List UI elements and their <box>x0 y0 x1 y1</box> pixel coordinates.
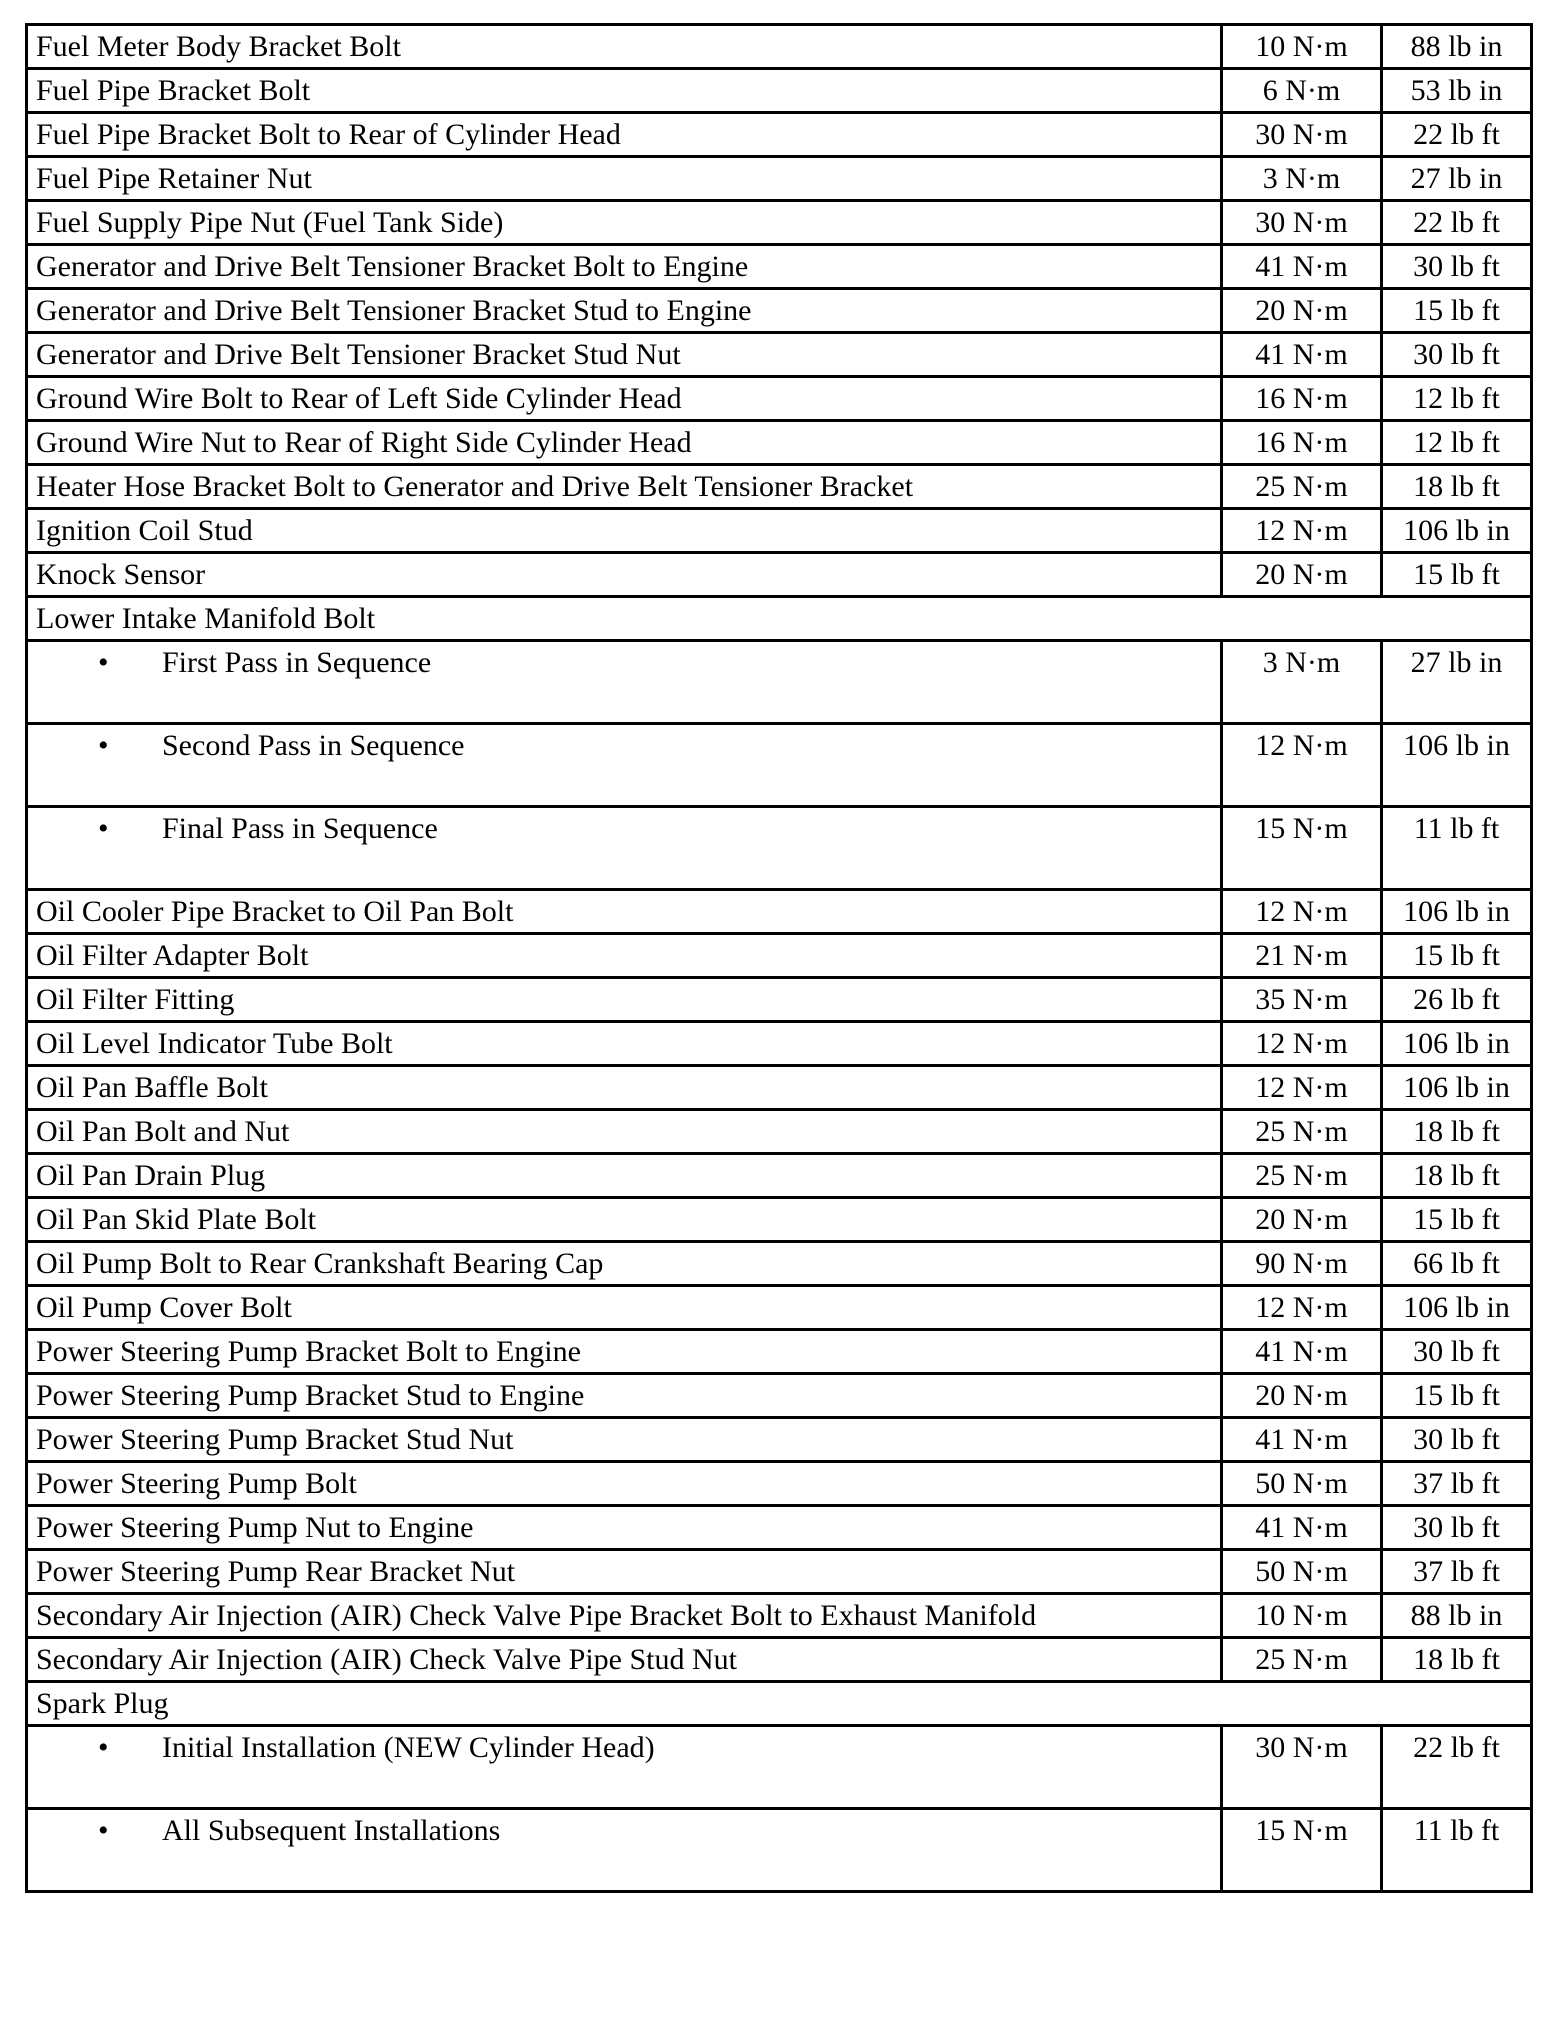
fastener-description: Oil Cooler Pipe Bracket to Oil Pan Bolt <box>27 890 1222 934</box>
fastener-description: Power Steering Pump Bracket Bolt to Engine <box>27 1330 1222 1374</box>
metric-torque: 6 N·m <box>1222 69 1382 113</box>
fastener-description: Generator and Drive Belt Tensioner Bracket Bolt to Engine <box>27 245 1222 289</box>
metric-torque: 3 N·m <box>1222 641 1382 724</box>
english-torque: 11 lb ft <box>1382 1809 1532 1892</box>
english-torque: 30 lb ft <box>1382 333 1532 377</box>
table-row <box>27 890 1532 934</box>
table-row <box>27 1110 1532 1154</box>
metric-torque: 25 N·m <box>1222 1154 1382 1198</box>
metric-torque: 30 N·m <box>1222 113 1382 157</box>
english-torque: 12 lb ft <box>1382 377 1532 421</box>
table-row <box>27 1286 1532 1330</box>
english-torque: 106 lb in <box>1382 509 1532 553</box>
english-torque: 30 lb ft <box>1382 1330 1532 1374</box>
metric-torque: 12 N·m <box>1222 1066 1382 1110</box>
english-torque: 15 lb ft <box>1382 289 1532 333</box>
table-row <box>27 245 1532 289</box>
metric-torque: 41 N·m <box>1222 1330 1382 1374</box>
fastener-description: Oil Pan Baffle Bolt <box>27 1066 1222 1110</box>
table-row <box>27 934 1532 978</box>
metric-torque: 41 N·m <box>1222 1506 1382 1550</box>
metric-torque: 25 N·m <box>1222 465 1382 509</box>
metric-torque: 20 N·m <box>1222 553 1382 597</box>
table-row <box>27 1154 1532 1198</box>
fastener-description: Oil Pan Bolt and Nut <box>27 1110 1222 1154</box>
fastener-description <box>27 1726 1222 1809</box>
metric-torque: 12 N·m <box>1222 1286 1382 1330</box>
metric-torque: 20 N·m <box>1222 1198 1382 1242</box>
metric-torque: 41 N·m <box>1222 333 1382 377</box>
english-torque: 22 lb ft <box>1382 1726 1532 1809</box>
metric-torque: 12 N·m <box>1222 509 1382 553</box>
table-row <box>27 1374 1532 1418</box>
english-torque: 106 lb in <box>1382 1286 1532 1330</box>
metric-torque: 12 N·m <box>1222 724 1382 807</box>
table-group-row <box>27 597 1532 641</box>
english-torque: 15 lb ft <box>1382 1198 1532 1242</box>
metric-torque: 20 N·m <box>1222 289 1382 333</box>
fastener-description: Oil Pan Skid Plate Bolt <box>27 1198 1222 1242</box>
fastener-description: Ground Wire Bolt to Rear of Left Side Cylinder Head <box>27 377 1222 421</box>
bullet-icon: • <box>98 1814 109 1847</box>
fastener-description: Secondary Air Injection (AIR) Check Valve Pipe Bracket Bolt to Exhaust Manifold <box>27 1594 1222 1638</box>
sub-step-label: Final Pass in Sequence <box>162 812 438 845</box>
table-row <box>27 1550 1532 1594</box>
fastener-description: Power Steering Pump Bolt <box>27 1462 1222 1506</box>
table-row <box>27 1418 1532 1462</box>
english-torque: 18 lb ft <box>1382 1110 1532 1154</box>
english-torque: 37 lb ft <box>1382 1550 1532 1594</box>
fastener-description: Power Steering Pump Bracket Stud Nut <box>27 1418 1222 1462</box>
english-torque: 30 lb ft <box>1382 1418 1532 1462</box>
english-torque: 88 lb in <box>1382 1594 1532 1638</box>
fastener-description: Fuel Pipe Bracket Bolt <box>27 69 1222 113</box>
table-row <box>27 1198 1532 1242</box>
table-row <box>27 69 1532 113</box>
metric-torque: 41 N·m <box>1222 245 1382 289</box>
table-row <box>27 201 1532 245</box>
fastener-description: Fuel Pipe Bracket Bolt to Rear of Cylinder Head <box>27 113 1222 157</box>
metric-torque: 16 N·m <box>1222 421 1382 465</box>
sub-step-label: Second Pass in Sequence <box>162 729 465 762</box>
metric-torque: 41 N·m <box>1222 1418 1382 1462</box>
table-row <box>27 978 1532 1022</box>
english-torque: 26 lb ft <box>1382 978 1532 1022</box>
metric-torque: 15 N·m <box>1222 807 1382 890</box>
table-row <box>27 421 1532 465</box>
table-row <box>27 1022 1532 1066</box>
bullet-icon: • <box>98 812 109 845</box>
english-torque: 15 lb ft <box>1382 553 1532 597</box>
metric-torque: 90 N·m <box>1222 1242 1382 1286</box>
fastener-description: Oil Pan Drain Plug <box>27 1154 1222 1198</box>
torque-spec-table <box>25 23 1533 1893</box>
metric-torque: 25 N·m <box>1222 1638 1382 1682</box>
english-torque: 88 lb in <box>1382 25 1532 69</box>
english-torque: 66 lb ft <box>1382 1242 1532 1286</box>
table-row <box>27 1066 1532 1110</box>
fastener-description <box>27 724 1222 807</box>
fastener-description <box>27 807 1222 890</box>
table-row <box>27 1638 1532 1682</box>
bullet-icon: • <box>98 729 109 762</box>
english-torque: 15 lb ft <box>1382 934 1532 978</box>
metric-torque: 15 N·m <box>1222 1809 1382 1892</box>
sub-step-label: All Subsequent Installations <box>162 1814 501 1847</box>
table-row <box>27 289 1532 333</box>
fastener-description: Knock Sensor <box>27 553 1222 597</box>
table-row <box>27 1506 1532 1550</box>
english-torque: 37 lb ft <box>1382 1462 1532 1506</box>
table-sub-row <box>27 1726 1532 1809</box>
english-torque: 11 lb ft <box>1382 807 1532 890</box>
english-torque: 22 lb ft <box>1382 201 1532 245</box>
table-sub-row <box>27 724 1532 807</box>
table-row <box>27 509 1532 553</box>
english-torque: 22 lb ft <box>1382 113 1532 157</box>
fastener-description <box>27 641 1222 724</box>
metric-torque: 21 N·m <box>1222 934 1382 978</box>
metric-torque: 30 N·m <box>1222 201 1382 245</box>
table-row <box>27 465 1532 509</box>
metric-torque: 12 N·m <box>1222 1022 1382 1066</box>
table-row <box>27 1330 1532 1374</box>
table-row <box>27 553 1532 597</box>
english-torque: 106 lb in <box>1382 1066 1532 1110</box>
fastener-description: Generator and Drive Belt Tensioner Bracket Stud to Engine <box>27 289 1222 333</box>
sub-step-label: First Pass in Sequence <box>162 646 432 679</box>
fastener-description: Ground Wire Nut to Rear of Right Side Cylinder Head <box>27 421 1222 465</box>
table-row <box>27 1242 1532 1286</box>
metric-torque: 50 N·m <box>1222 1462 1382 1506</box>
metric-torque: 35 N·m <box>1222 978 1382 1022</box>
metric-torque: 16 N·m <box>1222 377 1382 421</box>
metric-torque: 50 N·m <box>1222 1550 1382 1594</box>
group-heading: Spark Plug <box>27 1682 1532 1726</box>
table-row <box>27 1462 1532 1506</box>
table-sub-row <box>27 641 1532 724</box>
english-torque: 18 lb ft <box>1382 1638 1532 1682</box>
fastener-description: Oil Filter Adapter Bolt <box>27 934 1222 978</box>
bullet-icon: • <box>98 646 109 679</box>
bullet-icon: • <box>98 1731 109 1764</box>
fastener-description: Fuel Meter Body Bracket Bolt <box>27 25 1222 69</box>
fastener-description: Oil Pump Bolt to Rear Crankshaft Bearing Cap <box>27 1242 1222 1286</box>
english-torque: 18 lb ft <box>1382 1154 1532 1198</box>
english-torque: 27 lb in <box>1382 157 1532 201</box>
fastener-description <box>27 1809 1222 1892</box>
table-row <box>27 157 1532 201</box>
english-torque: 106 lb in <box>1382 890 1532 934</box>
table-row <box>27 333 1532 377</box>
metric-torque: 10 N·m <box>1222 1594 1382 1638</box>
fastener-description: Secondary Air Injection (AIR) Check Valve Pipe Stud Nut <box>27 1638 1222 1682</box>
fastener-description: Oil Pump Cover Bolt <box>27 1286 1222 1330</box>
metric-torque: 30 N·m <box>1222 1726 1382 1809</box>
group-heading: Lower Intake Manifold Bolt <box>27 597 1532 641</box>
table-row <box>27 113 1532 157</box>
metric-torque: 12 N·m <box>1222 890 1382 934</box>
fastener-description: Heater Hose Bracket Bolt to Generator and Drive Belt Tensioner Bracket <box>27 465 1222 509</box>
english-torque: 106 lb in <box>1382 724 1532 807</box>
english-torque: 12 lb ft <box>1382 421 1532 465</box>
english-torque: 30 lb ft <box>1382 1506 1532 1550</box>
english-torque: 30 lb ft <box>1382 245 1532 289</box>
metric-torque: 25 N·m <box>1222 1110 1382 1154</box>
english-torque: 27 lb in <box>1382 641 1532 724</box>
sub-step-label: Initial Installation (NEW Cylinder Head) <box>162 1731 655 1764</box>
table-row <box>27 377 1532 421</box>
torque-spec-body <box>27 25 1532 1892</box>
table-sub-row <box>27 807 1532 890</box>
english-torque: 53 lb in <box>1382 69 1532 113</box>
fastener-description: Power Steering Pump Nut to Engine <box>27 1506 1222 1550</box>
table-row <box>27 1594 1532 1638</box>
fastener-description: Fuel Pipe Retainer Nut <box>27 157 1222 201</box>
fastener-description: Generator and Drive Belt Tensioner Bracket Stud Nut <box>27 333 1222 377</box>
fastener-description: Power Steering Pump Bracket Stud to Engine <box>27 1374 1222 1418</box>
fastener-description: Oil Filter Fitting <box>27 978 1222 1022</box>
english-torque: 106 lb in <box>1382 1022 1532 1066</box>
fastener-description: Fuel Supply Pipe Nut (Fuel Tank Side) <box>27 201 1222 245</box>
metric-torque: 20 N·m <box>1222 1374 1382 1418</box>
table-row <box>27 25 1532 69</box>
fastener-description: Ignition Coil Stud <box>27 509 1222 553</box>
fastener-description: Oil Level Indicator Tube Bolt <box>27 1022 1222 1066</box>
fastener-description: Power Steering Pump Rear Bracket Nut <box>27 1550 1222 1594</box>
metric-torque: 3 N·m <box>1222 157 1382 201</box>
table-sub-row <box>27 1809 1532 1892</box>
english-torque: 15 lb ft <box>1382 1374 1532 1418</box>
table-group-row <box>27 1682 1532 1726</box>
metric-torque: 10 N·m <box>1222 25 1382 69</box>
english-torque: 18 lb ft <box>1382 465 1532 509</box>
